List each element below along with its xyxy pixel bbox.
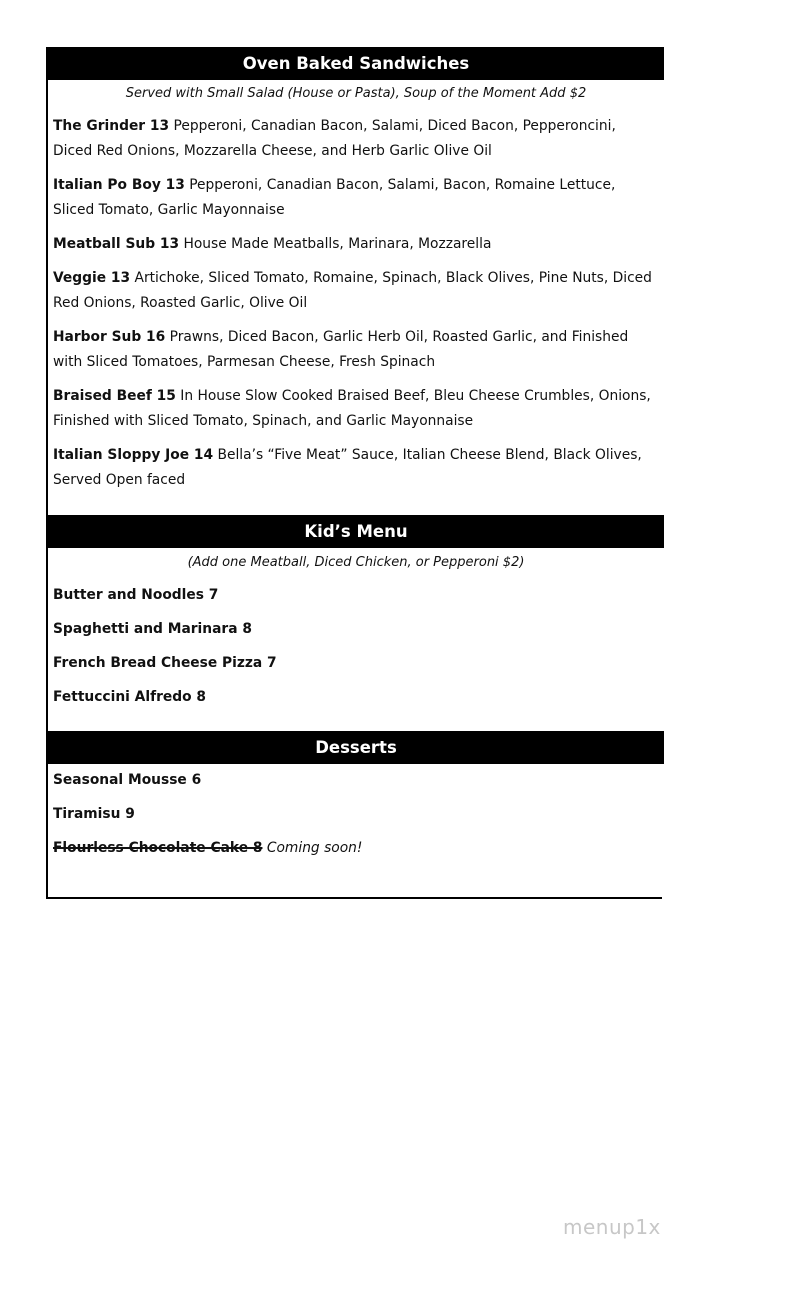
item-name: Italian Po Boy 13: [53, 177, 185, 193]
item-description: House Made Meatballs, Marinara, Mozzarella: [183, 236, 492, 252]
sandwiches-note: Served with Small Salad (House or Pasta), Soup of the Moment Add $2: [125, 86, 587, 101]
menu-item: [53, 325, 659, 375]
item-name-struck: Flourless Chocolate Cake 8: [53, 840, 263, 856]
menu-item: [53, 232, 659, 257]
item-description: Prawns, Diced Bacon, Garlic Herb Oil, Roasted Garlic, and Finished with Sliced Tomatoes, Parmesan Cheese, Fresh Spinach: [53, 329, 629, 370]
section-header-kids: Kid’s Menu: [48, 515, 664, 548]
menu-item: [53, 443, 659, 493]
item-description: In House Slow Cooked Braised Beef, Bleu Cheese Crumbles, Onions, Finished with Sliced Tomato, Spinach, and Garlic Mayonnaise: [53, 388, 651, 429]
item-name: The Grinder 13: [53, 118, 170, 134]
item-name: French Bread Cheese Pizza 7: [53, 655, 277, 671]
item-description: Pepperoni, Canadian Bacon, Salami, Bacon, Romaine Lettuce, Sliced Tomato, Garlic Mayonnaise: [53, 177, 616, 218]
menu-item: [53, 617, 659, 642]
item-name: Butter and Noodles 7: [53, 587, 219, 603]
item-description: Pepperoni, Canadian Bacon, Salami, Diced Bacon, Pepperoncini, Diced Red Onions, Mozzarella Cheese, and Herb Garlic Olive Oil: [53, 118, 616, 159]
item-availability-note: Coming soon!: [266, 840, 363, 856]
item-name: Meatball Sub 13: [53, 236, 180, 252]
menu-item: [53, 836, 659, 861]
watermark-logo: menup1x: [563, 1215, 661, 1239]
menu-panel: [46, 47, 662, 899]
kids-note: (Add one Meatball, Diced Chicken, or Pepperoni $2): [187, 555, 525, 570]
menu-item: [53, 173, 659, 223]
item-name: Italian Sloppy Joe 14: [53, 447, 214, 463]
menu-item: [53, 768, 659, 793]
item-description: Artichoke, Sliced Tomato, Romaine, Spinach, Black Olives, Pine Nuts, Diced Red Onions, Roasted Garlic, Olive Oil: [53, 270, 652, 311]
menu-item: [53, 583, 659, 608]
section-header-desserts: Desserts: [48, 731, 664, 764]
item-name: Veggie 13: [53, 270, 131, 286]
menu-item: [53, 266, 659, 316]
menu-item: [53, 685, 659, 710]
menu-item: [53, 384, 659, 434]
item-description: Bella’s “Five Meat” Sauce, Italian Cheese Blend, Black Olives, Served Open faced: [53, 447, 642, 488]
section-header-sandwiches: Oven Baked Sandwiches: [48, 47, 664, 80]
item-name: Tiramisu 9: [53, 806, 135, 822]
menu-item: [53, 651, 659, 676]
item-name: Seasonal Mousse 6: [53, 772, 202, 788]
item-name: Spaghetti and Marinara 8: [53, 621, 252, 637]
item-name: Harbor Sub 16: [53, 329, 166, 345]
item-name: Fettuccini Alfredo 8: [53, 689, 207, 705]
item-name: Braised Beef 15: [53, 388, 176, 404]
menu-item: [53, 802, 659, 827]
menu-item: [53, 114, 659, 164]
